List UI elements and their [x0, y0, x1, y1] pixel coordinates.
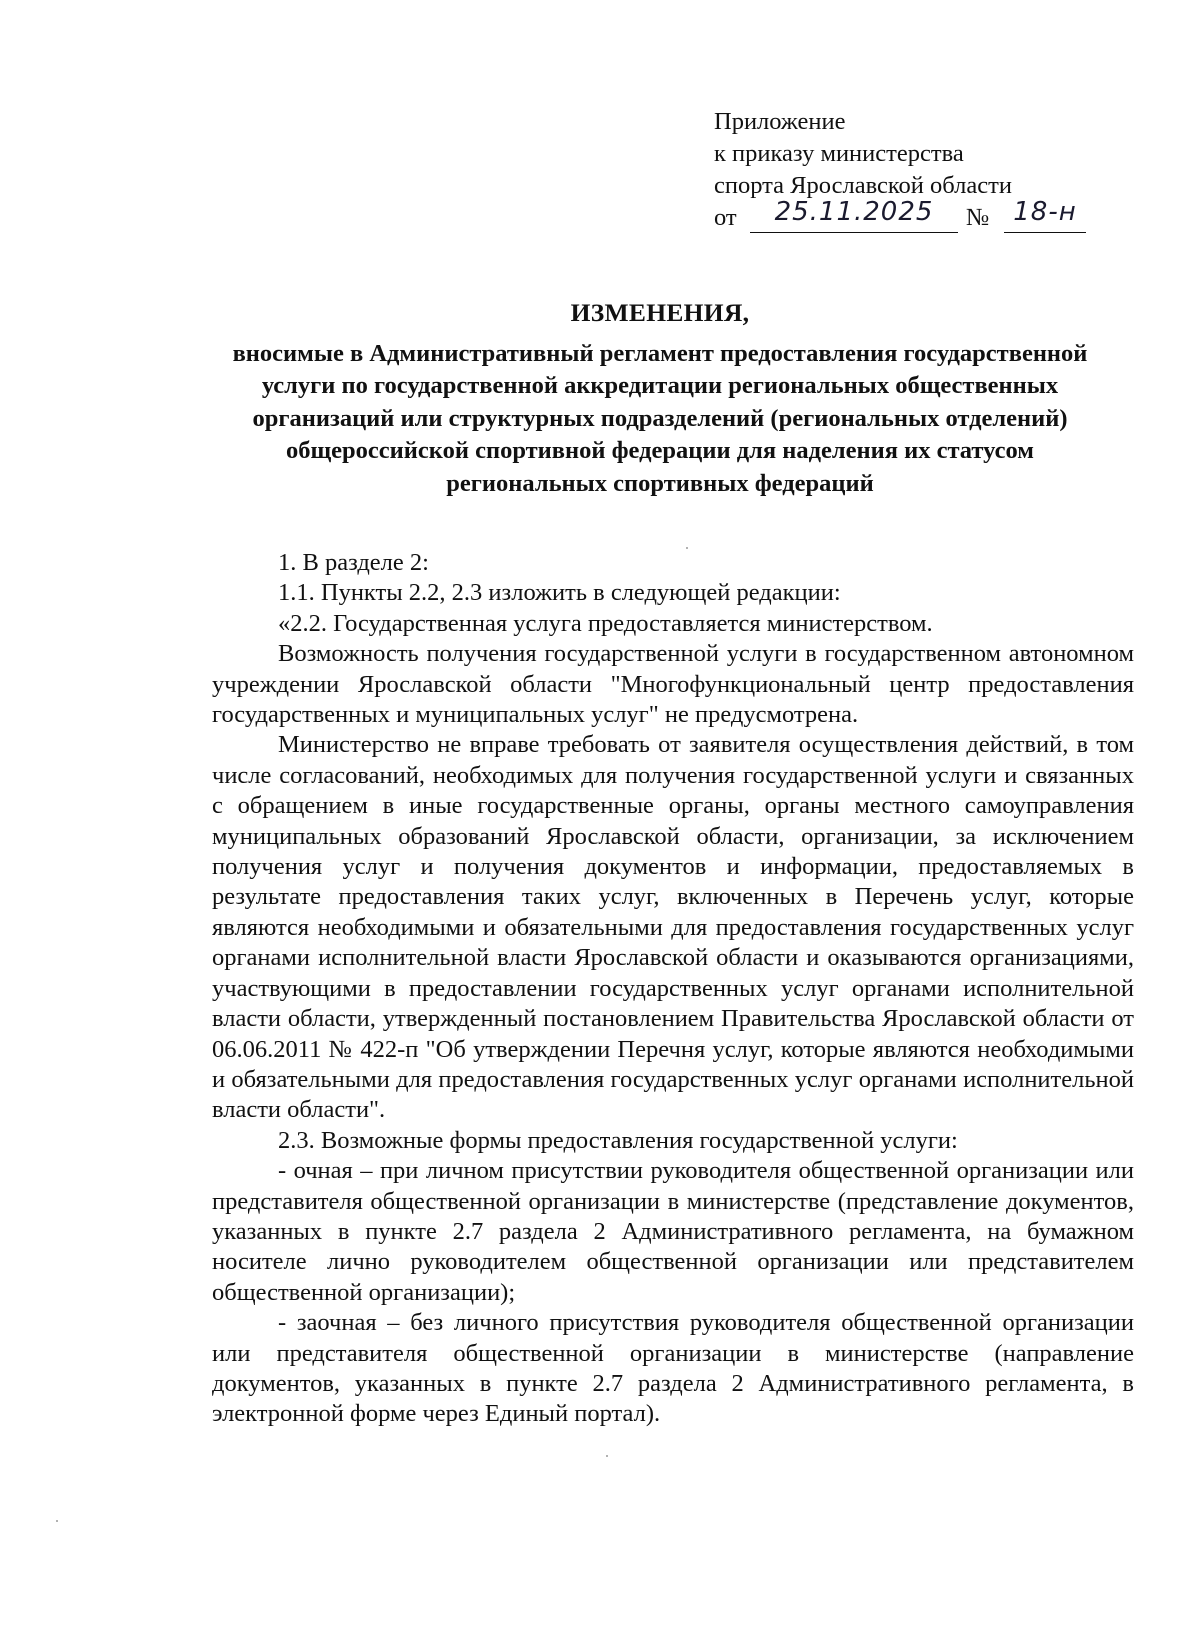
document-subtitle: вносимые в Административный регламент предоставления государственной услуги по государственной аккредитации региональных общественных организаций или структурных подразделений (региональных отделений) общероссийской спортивной федерации для наделения их статусом региональных спортивных федераций: [232, 339, 1088, 497]
handwritten-date: 25.11.2025: [774, 197, 934, 227]
scan-speck: [56, 1520, 58, 1522]
paragraph-5: Министерство не вправе требовать от заявителя осуществления действий, в том числе согласований, необходимых для получения государственной услуги и связанных с обращением в иные государственные органы, органы местного самоуправления муниципальных образований Ярославской области, организации, за исключением получения услуг и получения документов и информации, предоставляемых в результате предоставления таких услуг, включенных в Перечень услуг, которые являются необходимыми и обязательными для предоставления государственных услуг органами исполнительной власти Ярославской области и оказываются организациями, участвующими в предоставлении государственных услуг органами исполнительной власти области, утвержденный постановлением Правительства Ярославской области от 06.06.2011 № 422-п "Об утверждении Перечня услуг, которые являются необходимыми и обязательными для предоставления государственных услуг органами исполнительной власти области".: [212, 731, 1134, 1124]
appendix-line-1: Приложение: [714, 108, 846, 135]
appendix-line-2: к приказу министерства: [714, 140, 964, 167]
order-number-field: [1004, 197, 1086, 233]
document-title: ИЗМЕНЕНИЯ,: [570, 298, 750, 327]
paragraph-3: «2.2. Государственная услуга предоставляется министерством.: [278, 609, 933, 637]
scan-speck: [606, 1455, 608, 1457]
order-date-number-line: [714, 197, 1134, 236]
appendix-line-3: спорта Ярославской области: [714, 172, 1012, 199]
document-body: [212, 548, 1134, 1430]
document-heading: [210, 297, 1110, 500]
paragraph-6: 2.3. Возможные формы предоставления государственной услуги:: [278, 1126, 958, 1154]
paragraph-4: Возможность получения государственной услуги в государственном автономном учреждении Ярославской области "Многофункциональный центр предоставления государственных и муниципальных услуг" не предусмотрена.: [212, 640, 1134, 729]
paragraph-8: - заочная – без личного присутствия руководителя общественной организации или представителя общественной организации в министерстве (направление документов, указанных в пункте 2.7 раздела 2 Административного регламента, в электронной форме через Единый портал).: [212, 1309, 1134, 1428]
number-label: №: [966, 204, 990, 231]
paragraph-7: - очная – при личном присутствии руководителя общественной организации или представителя общественной организации в министерстве (представление документов, указанных в пункте 2.7 раздела 2 Административного регламента, на бумажном носителе лично руководителем общественной организации или представителем общественной организации);: [212, 1157, 1134, 1306]
from-label: от: [714, 204, 737, 231]
order-date-field: [750, 197, 958, 233]
appendix-header: [714, 106, 1134, 236]
scan-speck: [686, 547, 688, 549]
paragraph-2: 1.1. Пункты 2.2, 2.3 изложить в следующей редакции:: [278, 579, 841, 607]
handwritten-number: 18-н: [1013, 197, 1077, 227]
paragraph-1: 1. В разделе 2:: [278, 549, 429, 576]
